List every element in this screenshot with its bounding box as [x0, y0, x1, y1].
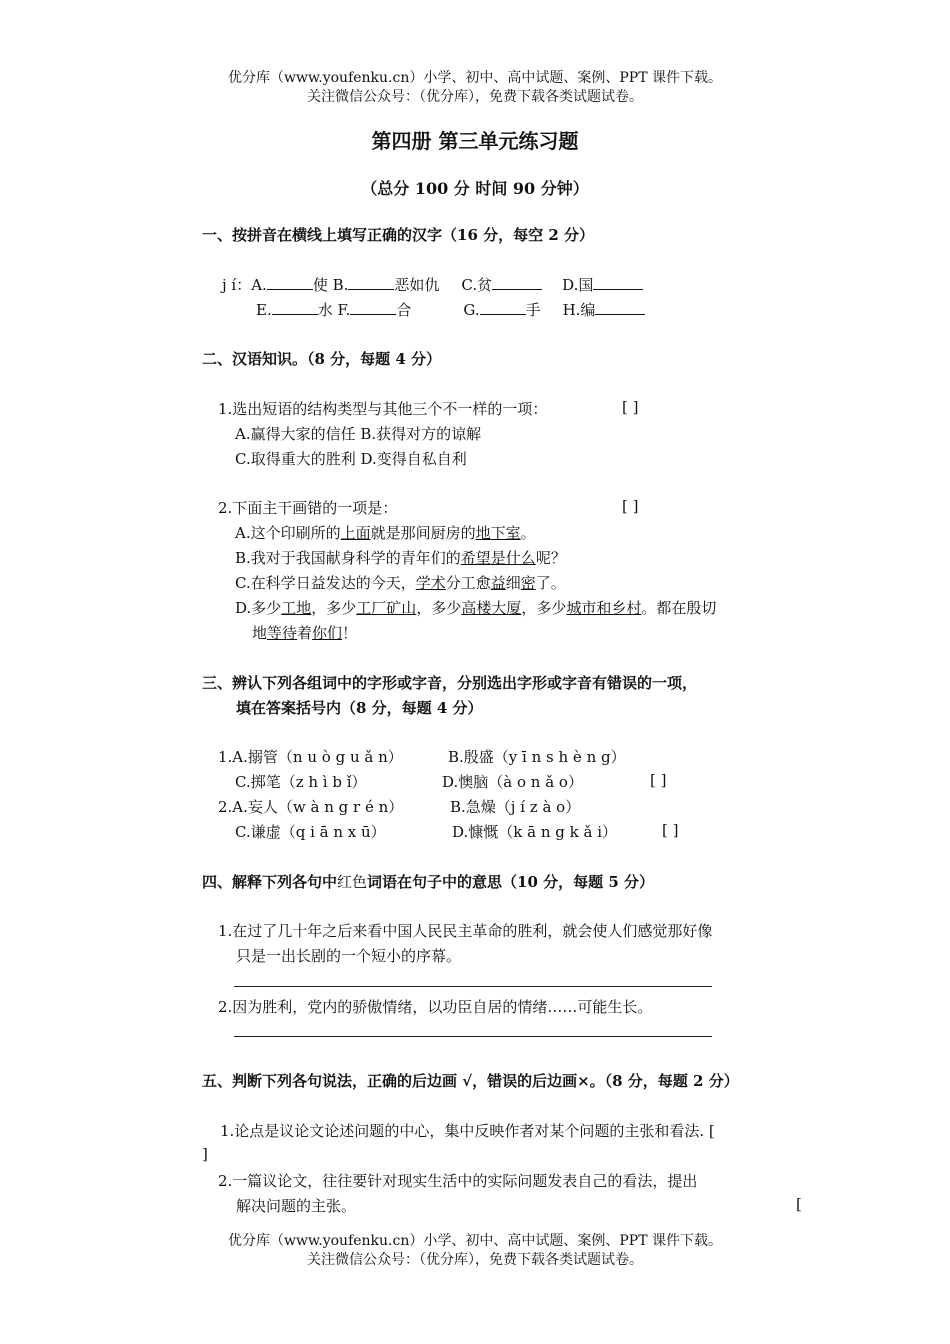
- underlined-text: 益: [490, 574, 506, 592]
- text: B.我对于我国献身科学的青年们的: [235, 549, 461, 567]
- blank-line: [480, 301, 526, 315]
- s3-q2-d: D.慷慨（k ā n g k ǎ i）: [452, 823, 617, 841]
- text: 分工愈: [445, 574, 491, 592]
- blank-line: [272, 301, 318, 315]
- s2-question-1: 1.选出短语的结构类型与其他三个不一样的一项：: [218, 400, 548, 418]
- s2-q2-option-a: [235, 522, 536, 543]
- s2-question-2: 2.下面主干画错的一项是：: [218, 499, 398, 517]
- s1-text: 合: [396, 301, 412, 319]
- text: 。都在殷切: [641, 599, 717, 617]
- s3-q2-c: C.谦虚（q i ā n x ū）: [235, 823, 386, 841]
- s3-q1-d: D.懊脑（à o n ǎ o）: [442, 773, 583, 791]
- s2-q2-option-d: [235, 597, 716, 618]
- underlined-text: 工厂矿山: [356, 599, 417, 617]
- s1-label-h: H.编: [562, 301, 596, 319]
- blank-line: [492, 276, 542, 290]
- blank-line: [348, 276, 394, 290]
- answer-line[interactable]: [234, 986, 712, 987]
- underlined-text: 希望是什么: [460, 549, 536, 567]
- text: 词语在句子中的意思（10 分，每题 5 分）: [367, 873, 655, 891]
- s3-q1-a: 1.A.搦管（n u ò g u ǎ n）: [218, 748, 403, 766]
- s1-text: 手: [525, 301, 541, 319]
- section-4-heading: [202, 871, 654, 892]
- s1-label-a: j í：A.: [222, 276, 267, 294]
- s3-q1-c: C.掷笔（z h ì b ǐ）: [235, 773, 367, 791]
- text: C.在科学日益发达的今天，: [235, 574, 416, 592]
- underlined-text: 上面: [340, 524, 371, 542]
- text: 。: [520, 524, 536, 542]
- text: 呢？: [535, 549, 566, 567]
- s1-label-d: D.国: [562, 276, 594, 294]
- text: 就是那间厨房的: [370, 524, 476, 542]
- answer-line[interactable]: [234, 1036, 712, 1037]
- blank-line: [350, 301, 396, 315]
- underlined-text: 地下室: [475, 524, 521, 542]
- underlined-text: 学术: [415, 574, 446, 592]
- blank-line: [267, 276, 313, 290]
- header-line-2: 关注微信公众号：（优分库），免费下载各类试题试卷。: [307, 89, 643, 105]
- text: 着: [297, 624, 313, 642]
- text: A.这个印刷所的: [235, 524, 341, 542]
- section-1-row-2: [256, 299, 645, 320]
- s5-question-2: 2.一篇议论文，往往要针对现实生活中的实际问题发表自己的看法，提出: [218, 1172, 698, 1190]
- answer-bracket[interactable]: [ ]: [650, 771, 667, 789]
- answer-bracket-close: ]: [202, 1145, 208, 1163]
- s5-question-1: 1.论点是议论文论述问题的中心，集中反映作者对某个问题的主张和看法. [: [220, 1122, 715, 1140]
- s2-q1-options-cd: C.取得重大的胜利 D.变得自私自利: [235, 450, 467, 468]
- underlined-text: 等待: [267, 624, 298, 642]
- s3-q1-b: B.殷盛（y ī n s h è n g）: [448, 748, 626, 766]
- s2-q2-option-d-cont: [252, 622, 357, 643]
- underlined-text: 工地: [281, 599, 312, 617]
- s1-label-g: G.: [463, 301, 480, 319]
- underlined-text: 城市和乡村: [566, 599, 642, 617]
- answer-bracket[interactable]: [ ]: [662, 821, 679, 839]
- text: ，多少: [416, 599, 462, 617]
- s3-q2-b: B.急燥（j í z à o）: [450, 798, 581, 816]
- answer-bracket[interactable]: [ ]: [622, 497, 639, 515]
- page-subtitle: （总分 100 分 时间 90 分钟）: [361, 179, 589, 198]
- text: ，多少: [311, 599, 357, 617]
- s5-question-2-cont: 解决问题的主张。: [236, 1197, 357, 1215]
- s1-label-f: 水 F.: [317, 301, 351, 319]
- underlined-text: 密: [520, 574, 536, 592]
- s4-question-1-cont: 只是一出长剧的一个短小的序幕。: [236, 947, 462, 965]
- underlined-text: 高楼大厦: [461, 599, 522, 617]
- section-2-heading: 二、汉语知识。（8 分，每题 4 分）: [202, 350, 442, 368]
- s2-q2-option-c: [235, 572, 566, 593]
- footer-line-1: 优分库（www.youfenku.cn）小学、初中、高中试题、案例、PPT 课件下载。: [227, 1233, 722, 1249]
- section-3-heading-cont: 填在答案括号内（8 分，每题 4 分）: [236, 699, 483, 717]
- blank-line: [593, 276, 643, 290]
- answer-bracket-open[interactable]: [: [796, 1195, 802, 1213]
- section-5-heading: 五、判断下列各句说法，正确的后边画 √，错误的后边画×。（8 分，每题 2 分）: [202, 1072, 739, 1090]
- section-1-row-1: [222, 274, 643, 295]
- blank-line: [595, 301, 645, 315]
- s4-question-1: 1.在过了几十年之后来看中国人民民主革命的胜利，就会使人们感觉那好像: [218, 922, 713, 940]
- text: 细: [505, 574, 521, 592]
- page-title: 第四册 第三单元练习题: [371, 129, 579, 153]
- s1-label-c: C.贫: [461, 276, 493, 294]
- s1-text: 恶如仇: [394, 276, 440, 294]
- answer-bracket[interactable]: [ ]: [622, 398, 639, 416]
- s2-q1-options-ab: A.赢得大家的信任 B.获得对方的谅解: [235, 425, 482, 443]
- text: 了。: [535, 574, 566, 592]
- s4-question-2: 2.因为胜利，党内的骄傲情绪，以功臣自居的情绪……可能生长。: [218, 998, 653, 1016]
- footer-line-2: 关注微信公众号：（优分库），免费下载各类试题试卷。: [307, 1252, 643, 1268]
- text: 地: [252, 624, 268, 642]
- s1-label-b: 使 B.: [312, 276, 349, 294]
- text: D.多少: [235, 599, 282, 617]
- section-3-heading: 三、辨认下列各组词中的字形或字音，分别选出字形或字音有错误的一项，: [202, 674, 698, 692]
- text: 四、解释下列各句中: [202, 873, 338, 891]
- s3-q2-a: 2.A.妄人（w à n g r é n）: [218, 798, 404, 816]
- underlined-text: 你们: [312, 624, 343, 642]
- text: 红色: [337, 873, 368, 891]
- header-line-1: 优分库（www.youfenku.cn）小学、初中、高中试题、案例、PPT 课件下载。: [227, 70, 722, 86]
- s2-q2-option-b: [235, 547, 566, 568]
- section-1-heading: 一、按拼音在横线上填写正确的汉字（16 分，每空 2 分）: [202, 226, 594, 244]
- s1-label-e: E.: [256, 301, 272, 319]
- text: ！: [342, 624, 358, 642]
- text: ，多少: [521, 599, 567, 617]
